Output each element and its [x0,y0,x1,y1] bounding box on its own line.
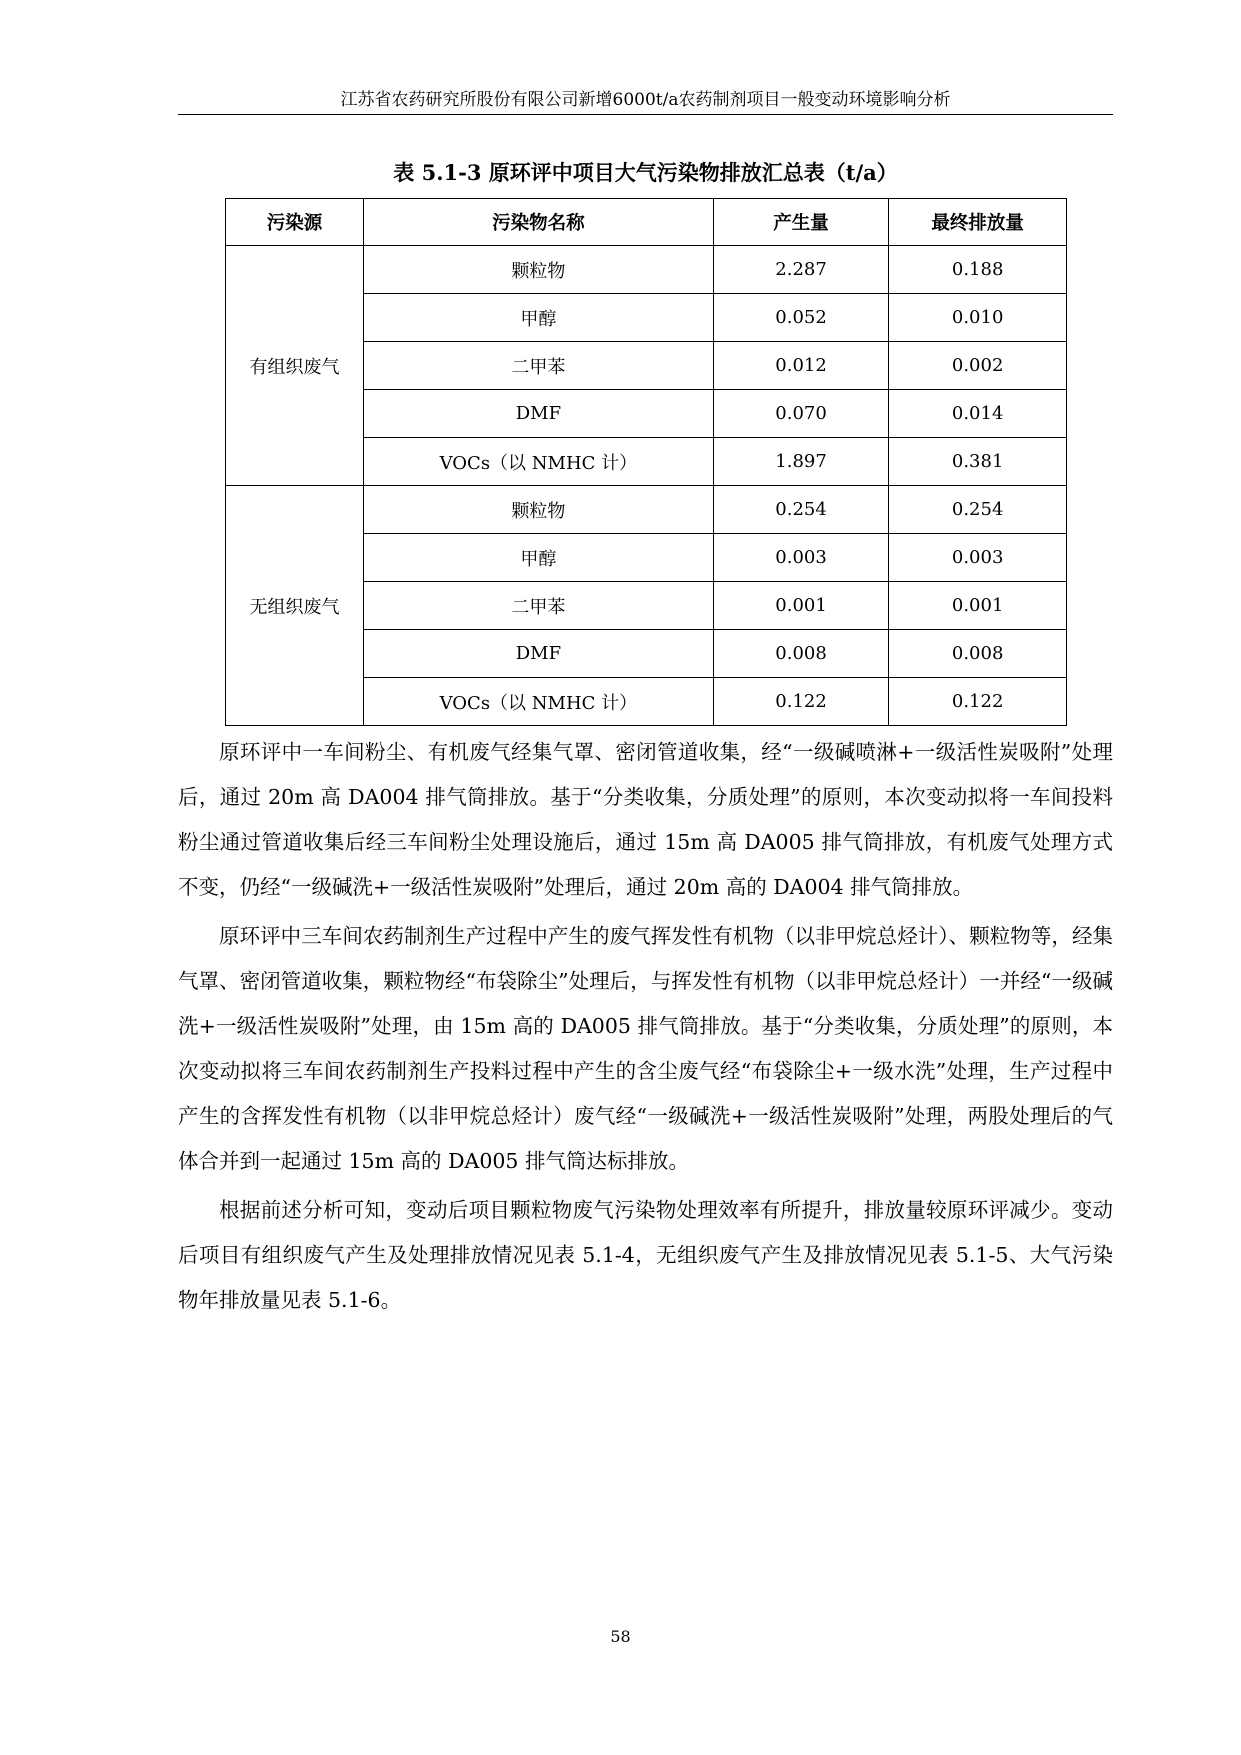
paragraph: 原环评中三车间农药制剂生产过程中产生的废气挥发性有机物（以非甲烷总烃计）、颗粒物等，经集气罩、密闭管道收集，颗粒物经“布袋除尘”处理后，与挥发性有机物（以非甲烷总烃计）一并经“一级碱洗+一级活性炭吸附”处理，由 15m 高的 DA005 排气筒排放。基于“分类收集，分质处理”的原则，本次变动拟将三车间农药制剂生产投料过程中产生的含尘废气经“布袋除尘+一级水洗”处理，生产过程中产生的含挥发性有机物（以非甲烷总烃计）废气经“一级碱洗+一级活性炭吸附”处理，两股处理后的气体合并到一起通过 15m 高的 DA005 排气筒达标排放。 [178,924,1113,1173]
pollutant-cell: 二甲苯 [363,342,713,390]
paragraph: 原环评中一车间粉尘、有机废气经集气罩、密闭管道收集，经“一级碱喷淋+一级活性炭吸附”处理后，通过 20m 高 DA004 排气筒排放。基于“分类收集，分质处理”的原则，本次变动拟将一车间投料粉尘通过管道收集后经三车间粉尘处理设施后，通过 15m 高 DA005 排气筒排放，有机废气处理方式不变，仍经“一级碱洗+一级活性炭吸附”处理后，通过 20m 高的 DA004 排气筒排放。 [178,740,1113,899]
column-header-produced: 产生量 [713,199,888,246]
pollutant-cell: VOCs（以 NMHC 计） [363,438,713,486]
produced-cell: 0.070 [713,390,888,438]
pollutant-cell: 颗粒物 [363,486,713,534]
column-header-emitted: 最终排放量 [889,199,1067,246]
column-header-pollutant: 污染物名称 [363,199,713,246]
column-header-source: 污染源 [226,199,364,246]
pollutant-cell: VOCs（以 NMHC 计） [363,678,713,726]
page-header: 江苏省农药研究所股份有限公司新增6000t/a农药制剂项目一般变动环境影响分析 [340,90,951,110]
source-cell-fugitive: 无组织废气 [226,486,364,726]
emissions-table [225,198,1067,726]
emitted-cell: 0.008 [889,630,1067,678]
pollutant-cell: 二甲苯 [363,582,713,630]
emitted-cell: 0.010 [889,294,1067,342]
emitted-cell: 0.188 [889,246,1067,294]
source-cell-organized: 有组织废气 [226,246,364,486]
emitted-cell: 0.001 [889,582,1067,630]
emitted-cell: 0.122 [889,678,1067,726]
emitted-cell: 0.002 [889,342,1067,390]
table-header-row [226,199,1067,246]
produced-cell: 0.012 [713,342,888,390]
table-row [226,486,1067,534]
produced-cell: 0.008 [713,630,888,678]
table-title: 表 5.1-3 原环评中项目大气污染物排放汇总表（t/a） [393,160,898,185]
page-number: 58 [610,1627,631,1646]
produced-cell: 0.003 [713,534,888,582]
pollutant-cell: 甲醇 [363,294,713,342]
pollutant-cell: DMF [363,390,713,438]
produced-cell: 0.122 [713,678,888,726]
produced-cell: 0.052 [713,294,888,342]
emitted-cell: 0.003 [889,534,1067,582]
emitted-cell: 0.014 [889,390,1067,438]
paragraph: 根据前述分析可知，变动后项目颗粒物废气污染物处理效率有所提升，排放量较原环评减少。变动后项目有组织废气产生及处理排放情况见表 5.1-4，无组织废气产生及排放情况见表 5.1-5、大气污染物年排放量见表 5.1-6。 [178,1198,1113,1312]
table-row [226,246,1067,294]
produced-cell: 0.254 [713,486,888,534]
pollutant-cell: 甲醇 [363,534,713,582]
produced-cell: 2.287 [713,246,888,294]
emitted-cell: 0.254 [889,486,1067,534]
emitted-cell: 0.381 [889,438,1067,486]
produced-cell: 0.001 [713,582,888,630]
pollutant-cell: DMF [363,630,713,678]
produced-cell: 1.897 [713,438,888,486]
header-rule [178,114,1113,115]
body-text [178,730,1113,1327]
pollutant-cell: 颗粒物 [363,246,713,294]
